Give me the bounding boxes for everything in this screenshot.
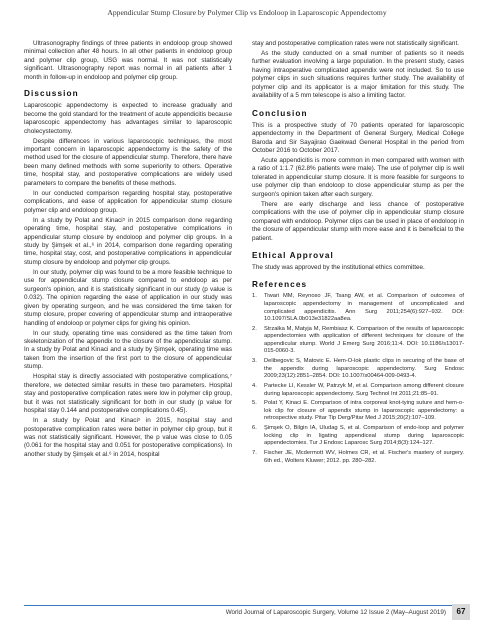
reference-text: Partecke LI, Kessler W, Patrzyk M, et al. Comparison among different closure during laparoscopic appendectomy. Surg Technol Int 2011;21:85–91. <box>264 383 464 397</box>
limitations-paragraph: As the study conducted on a small number of patients so it needs further evaluation involving a large population. In the present study, cases having intraoperative complicated appendix were not included. So to use polymer clips in such situations requires further study. The availability of polymer clip and its applicator is a major limitation for this study. The availability of a 5 mm telescope is also a limiting factor. <box>252 49 464 100</box>
page-footer <box>24 605 470 620</box>
reference-item <box>252 383 464 398</box>
page-number: 67 <box>452 604 470 620</box>
reference-text: Şimşek O, Bilgin IA, Uludag S, et al. Comparison of endo-loop and polymer locking clip in ligating appendiceal stump during laparoscopic appendectomies. Tur J Endosc Laparosc Surg 2014;8(3):124–127. <box>264 425 464 447</box>
right-column <box>252 40 464 467</box>
discussion-paragraph: In a study by Polat and Kinaci⁵ in 2015, hospital stay and postoperative complication rates were better in polymer clip group, but it was not statistically significant. However, the p value was close to 0.05 (0.061 for the hospital stay and 0.051 for postoperative complications). In another study by Şimşek et al.⁶ in 2014, hospital <box>24 417 232 458</box>
reference-text: Fischer JE, Mcdermott WV, Holmes CR, et al. Fischer's mastery of surgery. 6th ed., Wolters Kluwer; 2012. pp. 280–282. <box>264 449 464 464</box>
conclusion-paragraph: There are early discharge and less chance of postoperative complications with the use of polymer clip in appendicular stump closure compared with endoloop. Polymer clips can be used in place of endoloop in the closure of appendicular stump with more ease and it is beneficial to the patient. <box>252 200 464 242</box>
reference-item <box>252 450 464 465</box>
reference-number: 5. <box>252 400 257 407</box>
reference-text: Strzałka M, Matyja M, Rembiasz K. Comparison of the results of laparoscopic appendectomies with application of different techniques for closure of the appendicular stump. World J Emerg Surg 2016;11:4. DOI: 10.1186/s13017-015-0060-3. <box>264 325 464 355</box>
discussion-paragraph: In our study, operating time was considered as the time taken from skeletonization of the appendix to the closure of the appendicular stump. In a study by Polat and Kinaci and a study by Şimşek, operating time was taken from the insertion of the first port to the closure of appendicular stump. <box>24 329 232 371</box>
discussion-paragraph: Hospital stay is directly associated with postoperative complications,⁷ therefore, we detected similar results in these two parameters. Hospital stay and postoperative complication rates were low in polymer clip group, but it was not statistically significant for both in our study (p value for hospital stay 0.144 and postoperative complications 0.45). <box>24 373 232 415</box>
discussion-paragraph: In a study by Polat and Kinaci⁵ in 2015 comparison done regarding operating time, hospital stay, and postoperative complications in appendicular stump closure by endoloop and polymer clip groups. In a study by Şimşek et al.,⁶ in 2014, comparison done regarding operating time, hospital stay, cost, and postoperative complications in appendicular stump closure by endoloop and polymer clip groups. <box>24 216 232 266</box>
running-head: Appendicular Stump Closure by Polymer Clip vs Endoloop in Laparoscopic Appendectomy <box>107 8 387 17</box>
reference-list <box>252 293 464 465</box>
conclusion-paragraph: Acute appendicitis is more common in men compared with women with a ratio of 1:1.7 (62.8% patients were male). The use of polymer clip is well tolerated in appendicular stump closure. It is more feasible for surgeons to use polymer clip than endoloop to close appendicular stump as per the surgeon's opinion taken after each surgery. <box>252 156 464 198</box>
discussion-continued-paragraph: stay and postoperative complication rates were not statistically significant. <box>252 40 459 47</box>
discussion-paragraph: In our study, polymer clip was found to be a more feasible technique to use for appendicular stump closure compared to endoloop as per surgeon's opinion, and it is statistically significant in our study (p value is 0.032). The opinion regarding the ease of application in our study was given by operating surgeon, and he was considered the time taken for stump closure, proper covering of appendicular stump and intraoperative handling of endoloop or polymer clips for giving his opinion. <box>24 268 232 327</box>
reference-number: 1. <box>252 293 257 300</box>
ethical-approval-text: The study was approved by the institutional ethics committee. <box>252 264 425 272</box>
discussion-paragraph: Despite differences in various laparoscopic techniques, the most important concern in laparoscopic appendectomy is the safety of the method used for the closure of appendicular stump. Therefore, there have been many defined methods with some superiority to others. Operative time, hospital stay, and postoperative complications are widely used parameters to compare the benefits of these methods. <box>24 137 232 187</box>
reference-number: 2. <box>252 325 257 332</box>
reference-item <box>252 293 464 323</box>
reference-text: Polat Y, Kinaci E. Comparison of intra corporeal knot-tying suture and hem-o-lok clip for closure of appendix stump in laparoscopic appendectomy: a retrospective study. Pitar Tip Derg/Pitar Med J 2015;20(2):107–109. <box>264 400 464 422</box>
discussion-paragraph: Laparoscopic appendectomy is expected to increase gradually and become the gold standard for the treatment of acute appendicitis because laparoscopic appendectomy has advantages similar to laparoscopic cholecystectomy. <box>24 102 232 135</box>
discussion-paragraph: In our conducted comparison regarding hospital stay, postoperative complications, and ease of application for appendicular stump closure polymer clip and endoloop group. <box>24 189 232 214</box>
reference-text: Delibegovic S, Matovic E. Hem-O-lok plastic clips in securing of the base of the appendix during laparoscopic appendectomy. Surg Endosc 2009;23(12):2851–2854. DOI: 10.1007/s00464-009-0493-4. <box>264 358 464 380</box>
reference-item <box>252 326 464 356</box>
left-column <box>24 40 232 461</box>
reference-item <box>252 425 464 448</box>
reference-number: 3. <box>252 358 257 365</box>
ethical-approval-heading: Ethical Approval <box>252 251 334 261</box>
reference-number: 4. <box>252 383 257 390</box>
journal-citation: World Journal of Laparoscopic Surgery, Volume 12 Issue 2 (May–August 2019) <box>225 609 446 616</box>
conclusion-paragraph: This is a prospective study of 70 patients operated for laparoscopic appendectomy in the Department of General Surgery, Medical College Baroda and Sir Sayajirao Gaekwad General Hospital in the period from October 2016 to October 2017. <box>252 121 464 155</box>
conclusion-heading: Conclusion <box>252 108 308 118</box>
discussion-heading: Discussion <box>24 89 79 99</box>
reference-text: Tiwari MM, Reynoso JF, Tsang AW, et al. Comparison of outcomes of laparoscopic appendectomy in management of uncomplicated and complicated appendicitis. Ann Surg 2011;254(6):927–932. DOI: 10.1097/SLA.0b013e31822aa8ea. <box>264 293 464 323</box>
reference-number: 7. <box>252 449 257 456</box>
reference-number: 6. <box>252 425 257 432</box>
reference-item <box>252 358 464 381</box>
results-paragraph: Ultrasonography findings of three patients in endoloop group showed minimal collection after 48 hours. In all other patients in endoloop group and polymer clip group, USG was normal. It was not statistically significant. Ultrasonography report was normal in all patients after 1 month in follow-up in endoloop and polymer clip group. <box>24 40 232 81</box>
references-heading: References <box>252 280 308 290</box>
reference-item <box>252 400 464 423</box>
